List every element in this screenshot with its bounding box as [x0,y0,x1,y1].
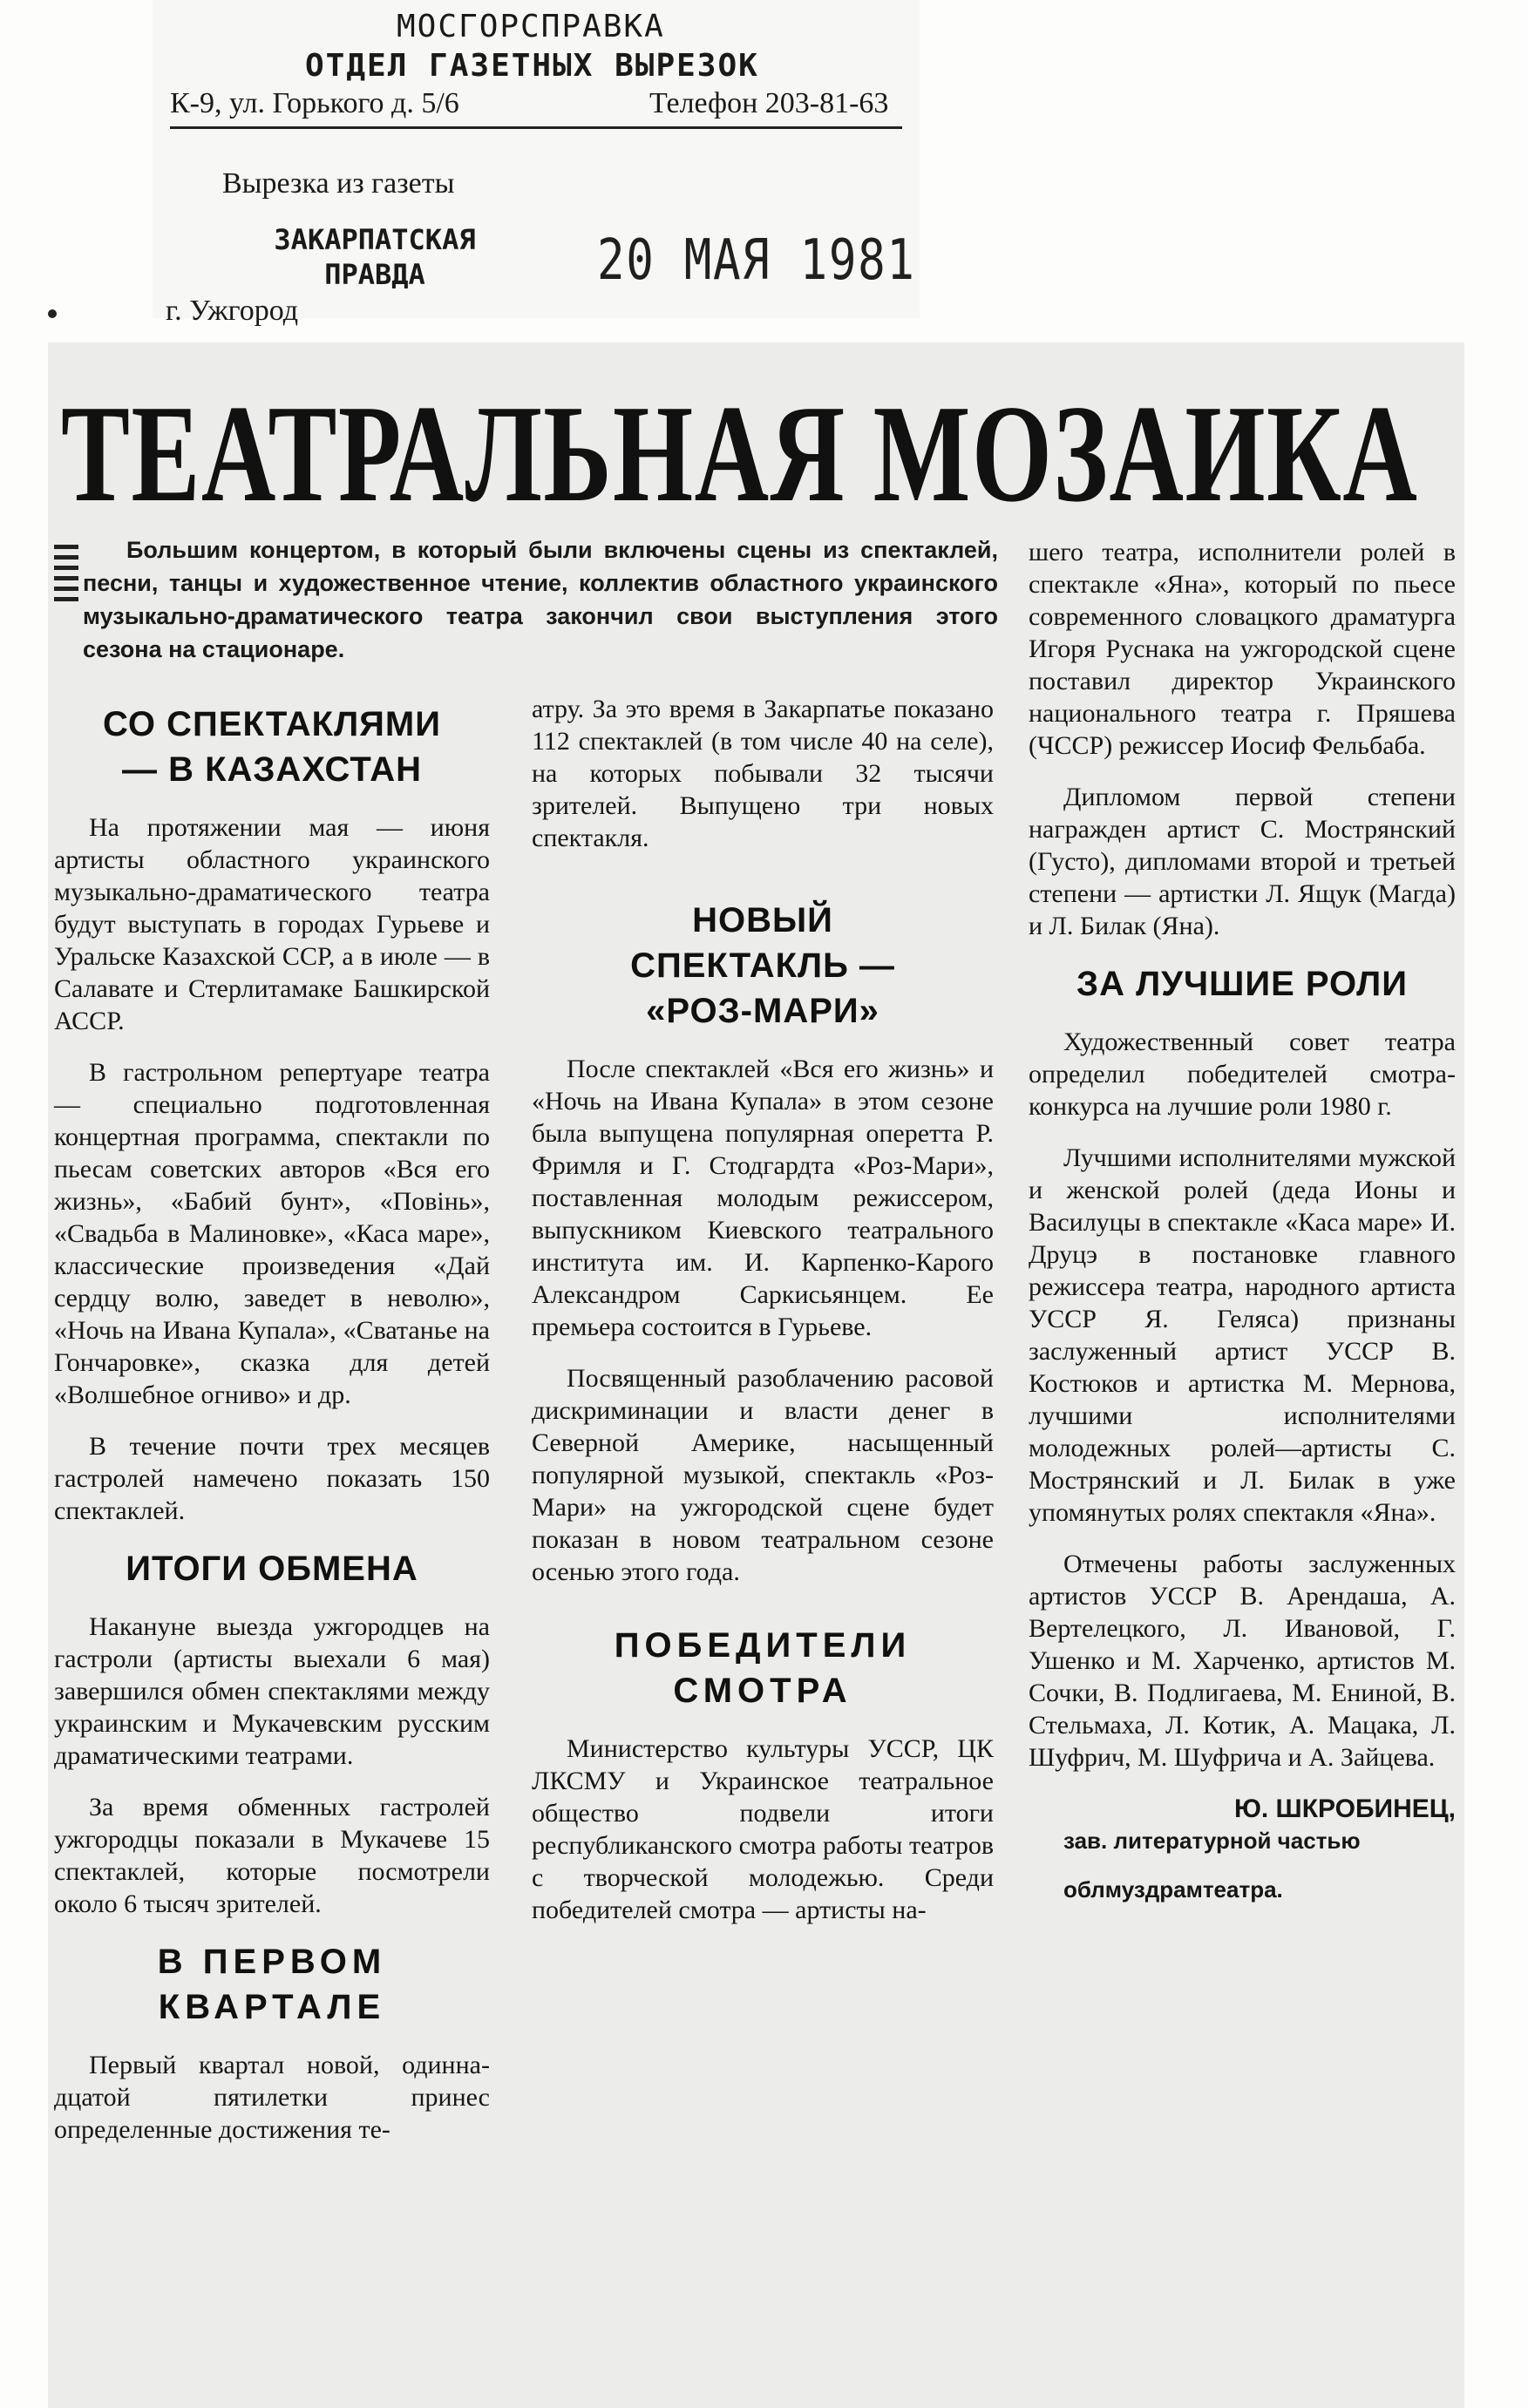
paragraph: Накануне выезда ужгородцев на гастроли (артисты выехали 6 мая) завершился обмен спектаклями между украинским и Мукачевским русским драматическими театрами. [54,1612,490,1770]
paragraph: Отмечены работы заслуженных артистов УССР В. Арендаша, А. Вертелецкого, Л. Ивановой, Г. Ушенко и М. Харченко, артистов М. Сочки, В. Подлигаева, М. Ениной, В. Стельмаха, Л. Котик, А. Мацака, Л. Шуфрич, М. Шуфрича и А. Зайцева. [1029,1550,1456,1772]
section-title-line: В ПЕРВОМ [157,1943,387,1981]
cut-label: Вырезка из газеты [222,167,455,200]
lead-marker-icon [54,545,78,607]
paragraph: Первый квартал новой, одиннадцатой пятилетки принес определенные достижения те- [54,2051,490,2144]
paragraph: Художественный совет театра определил победителей смотра-конкурса на лучшие роли 1980 г. [1029,1028,1456,1121]
author-role: облмуздрамтеатра. [1063,1876,1283,1903]
paragraph: Посвященный разоблачению расовой дискриминации и власти денег в Северной Америке, насыщенный популярной музыкой, спектакль «Роз-Мари» на ужгородской сцене будет показан в новом театральном сезоне осенью этого года. [532,1364,994,1586]
section-title-line: «РОЗ-МАРИ» [646,992,879,1030]
section-title-line: — В КАЗАХСТАН [121,750,423,789]
paragraph: За время обменных гастролей ужгородцы показали в Мукачеве 15 спектаклей, которые посмотрели около 6 тысяч зрителей. [54,1793,490,1918]
header-rule [170,126,902,129]
section-title-quarter [54,1939,490,2030]
author-name: Ю. ШКРОБИНЕЦ, [1233,1794,1456,1823]
newspaper-name: ЗАКАРПАТСКАЯ ПРАВДА [274,223,476,291]
section-title-exchange: ИТОГИ ОБМЕНА [126,1550,418,1588]
paragraph: Дипломом первой степени награжден артист С. Мострянский (Густо), дипломами второй и третьей степени — артистки Л. Ящук (Магда) и Л. Билак (Яна). [1029,783,1456,940]
paragraph-continued: атру. За это время в Закарпатье показано 112 спектаклей (в том числе 40 на селе), на которых побывали 32 тысячи зрителей. Выпущено три новых спектакля. [532,695,994,852]
section-title-roles: ЗА ЛУЧШИЕ РОЛИ [1076,965,1408,1003]
newspaper-city: г. Ужгород [166,295,299,327]
agency-phone: Телефон 203-81-63 [649,87,889,119]
column-2 [532,693,994,1945]
clipping-service-header [153,0,920,327]
section-title-line: НОВЫЙ [692,901,833,939]
article-signature [1029,1793,1456,1904]
section-title-kazakhstan [54,702,490,792]
agency-name: МОСГОРСПРАВКА [397,9,665,44]
section-title-line: КВАРТАЛЕ [158,1988,386,2026]
agency-address: К-9, ул. Горького д. 5/6 [170,87,459,119]
article-headline: ТЕАТРАЛЬНАЯ МОЗАИКА [61,376,1419,531]
paragraph-continued: шего театра, исполнители ролей в спектакле «Яна», который по пьесе современного словацкого драматурга Игоря Руснака на ужгородской сцене поставил директор Украинского национального театра г. Пряшева (ЧССР) режиссер Иосиф Фельбаба. [1029,538,1456,760]
date-stamp: 20 МАЯ 1981 [597,228,916,293]
department-name: ОТДЕЛ ГАЗЕТНЫХ ВЫРЕЗОК [305,48,759,84]
section-title-line: ПОБЕДИТЕЛИ [614,1626,912,1665]
section-title-winners [532,1623,994,1713]
paragraph: Лучшими исполнителями мужской и женской ролей (деда Ионы и Василуцы в спектакле «Каса маре» И. Друцэ в постановке главного режиссера театра, народного артиста УССР Я. Геляса) признаны заслуженный артист УССР В. Костюков и артистка М. Мернова, лучшими исполнителями молодежных ролей—артисты С. Мострянский и Л. Билак в уже упомянутых ролях спектакля «Яна». [1029,1143,1456,1527]
paragraph: В течение почти трех месяцев гастролей намечено показать 150 спектаклей. [54,1432,490,1525]
paragraph: После спектаклей «Вся его жизнь» и «Ночь на Ивана Купала» в этом сезоне была выпущена популярная оперетта Р. Фримля и Г. Стодгардта «Роз-Мари», поставленная молодым режиссером, выпускником Киевского театрального института им. И. Карпенко-Карого Александром Саркисьянцем. Ее премьера состоится в Гурьеве. [532,1055,994,1341]
paragraph: Министерство культуры УССР, ЦК ЛКСМУ и Украинское театральное общество подвели итоги республиканского смотра работы театров с творческой молодежью. Среди победителей смотра — артисты на- [532,1734,994,1924]
paragraph: В гастрольном репертуаре театра — специально подготовленная концертная программа, спектакли по пьесам советских авторов «Вся его жизнь», «Бабий бунт», «Повiнь», «Свадьба в Малиновке», «Каса маре», классические произведения «Дай сердцу волю, заведет в неволю», «Ночь на Ивана Купала», «Сватанье на Гончаровке», сказка для детей «Волшебное огниво» и др. [54,1058,490,1409]
section-title-line: СПЕКТАКЛЬ — [630,946,895,985]
column-3 [1029,536,1456,1923]
section-title-line: СО СПЕКТАКЛЯМИ [103,705,441,743]
article-lead: Большим концертом, в который были включены сцены из спектаклей, песни, танцы и художественное чтение, коллектив областного украинского музыкально-драматического театра закончил свои выступления этого сезона на стационаре. [83,537,998,662]
section-title-line: СМОТРА [673,1672,852,1710]
column-1 [54,684,490,2165]
section-title-rozmari [532,898,994,1034]
author-role: зав. литературной частью [1063,1828,1361,1854]
paragraph: На протяжении мая — июня артисты областного украинского музыкально-драматического театра будут выступать в городах Гурьеве и Уральске Казахской ССР, а в июле — в Салавате и Стерлитамаке Башкирской АССР. [54,813,490,1035]
ink-dot [48,309,57,318]
